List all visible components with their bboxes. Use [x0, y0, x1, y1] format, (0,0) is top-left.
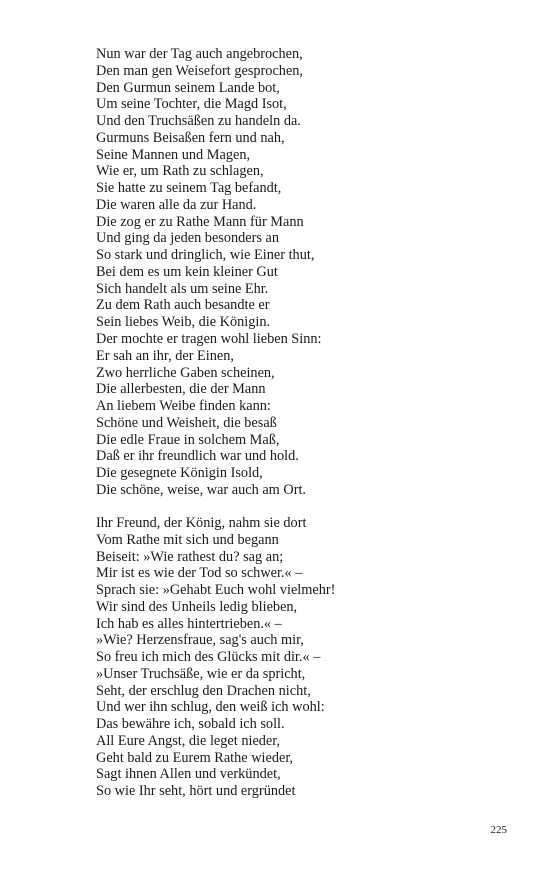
- verse-line: Er sah an ihr, der Einen,: [96, 347, 234, 364]
- verse-line: All Eure Angst, die leget nieder,: [96, 732, 281, 749]
- verse-line: Ihr Freund, der König, nahm sie dort: [96, 515, 307, 531]
- verse-line: Bei dem es um kein kleiner Gut: [96, 263, 278, 280]
- verse-line: Die zog er zu Rathe Mann für Mann: [96, 213, 304, 230]
- verse-line: Schöne und Weisheit, die besaß: [96, 414, 277, 431]
- verse-line: Wir sind des Unheils ledig blieben,: [96, 598, 298, 615]
- verse-line: Gurmuns Beisaßen fern und nah,: [96, 129, 285, 146]
- verse-line: Sagt ihnen Allen und verkündet,: [96, 766, 281, 783]
- verse-line: Daß er ihr freundlich war und hold.: [96, 448, 299, 465]
- verse-line: Die edle Fraue in solchem Maß,: [96, 431, 280, 448]
- verse-line: Vom Rathe mit sich und begann: [96, 531, 279, 548]
- verse-line: Der mochte er tragen wohl lieben Sinn:: [96, 331, 322, 348]
- verse-line: »Wie? Herzensfraue, sag's auch mir,: [96, 632, 304, 649]
- verse-line: Ich hab es alles hintertrieben.« –: [96, 615, 282, 632]
- verse-line: Beiseit: »Wie rathest du? sag an;: [96, 548, 284, 565]
- verse-line: Das bewähre ich, sobald ich soll.: [96, 716, 285, 733]
- verse-line: Seht, der erschlug den Drachen nicht,: [96, 682, 311, 699]
- stanza-2: [96, 515, 335, 800]
- verse-line: Sprach sie: »Gehabt Euch wohl vielmehr!: [96, 582, 336, 599]
- verse-line: Seine Mannen und Magen,: [96, 146, 251, 163]
- verse-line: Mir ist es wie der Tod so schwer.« –: [96, 565, 303, 582]
- verse-line: Um seine Tochter, die Magd Isot,: [96, 96, 287, 113]
- verse-line: Wie er, um Rath zu schlagen,: [96, 163, 264, 180]
- verse-line: So freu ich mich des Glücks mit dir.« –: [96, 649, 321, 666]
- verse-line: Sie hatte zu seinem Tag befandt,: [96, 180, 282, 197]
- verse-line: Den man gen Weisefort gesprochen,: [96, 62, 304, 79]
- verse-line: Und wer ihn schlug, den weiß ich wohl:: [96, 699, 325, 716]
- verse-line: Zu dem Rath auch besandte er: [96, 297, 270, 314]
- verse-line: An liebem Weibe finden kann:: [96, 398, 271, 415]
- verse-line: Die allerbesten, die der Mann: [96, 381, 266, 398]
- verse-line: So wie Ihr seht, hört und ergründet: [96, 783, 296, 800]
- stanza-1: [96, 46, 322, 499]
- verse-line: »Unser Truchsäße, wie er da spricht,: [96, 665, 306, 682]
- verse-line: Geht bald zu Eurem Rathe wieder,: [96, 749, 294, 766]
- verse-line: Den Gurmun seinem Lande bot,: [96, 79, 280, 96]
- verse-line: Sich handelt als um seine Ehr.: [96, 280, 269, 297]
- verse-line: Sein liebes Weib, die Königin.: [96, 314, 271, 331]
- verse-line: Zwo herrliche Gaben scheinen,: [96, 364, 275, 381]
- verse-line: Nun war der Tag auch angebrochen,: [96, 46, 303, 62]
- verse-line: Und den Truchsäßen zu handeln da.: [96, 113, 301, 130]
- verse-line: Die gesegnete Königin Isold,: [96, 465, 263, 482]
- page-number: 225: [490, 824, 507, 836]
- verse-line: So stark und dringlich, wie Einer thut,: [96, 247, 315, 264]
- verse-line: Und ging da jeden besonders an: [96, 230, 280, 247]
- verse-line: Die schöne, weise, war auch am Ort.: [96, 481, 307, 498]
- verse-line: Die waren alle da zur Hand.: [96, 196, 257, 213]
